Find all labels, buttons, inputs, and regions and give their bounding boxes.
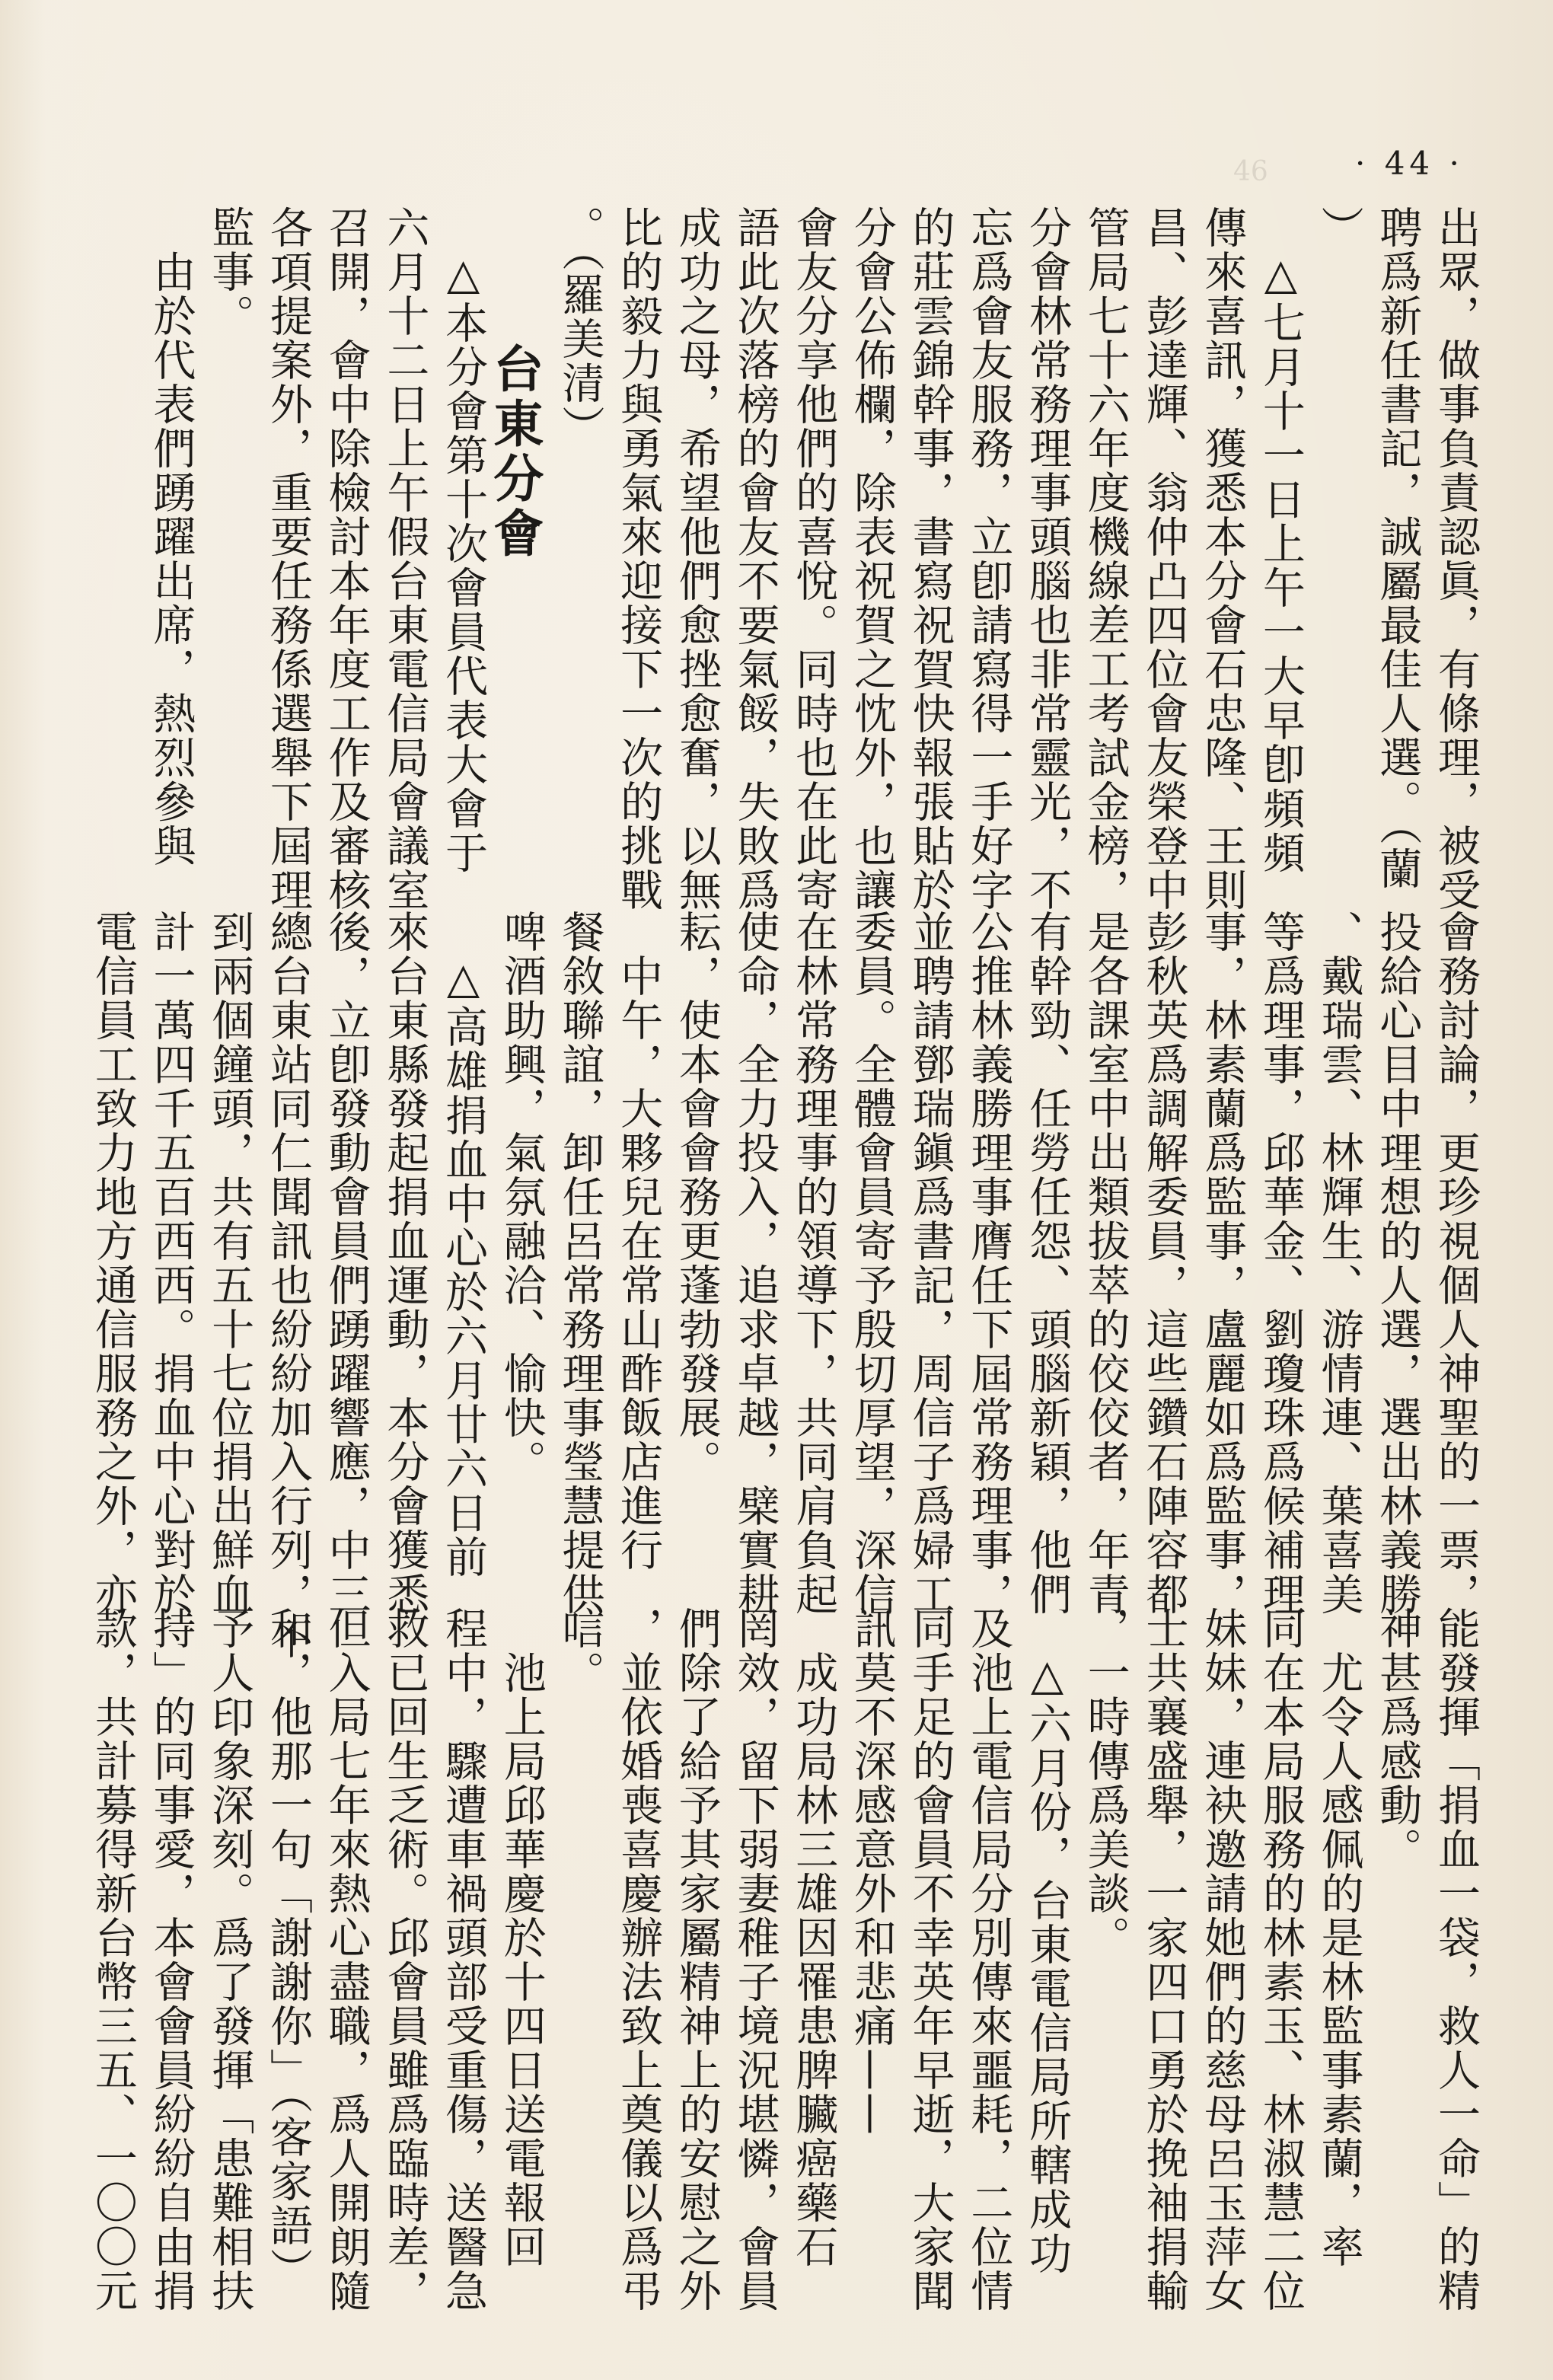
text-line: 使命，全力投入，追求卓越，檗實耕 bbox=[730, 910, 780, 1616]
text-line: 餐敘聯誼，卸任呂常務理事瑩慧提供 bbox=[555, 910, 605, 1616]
page-number: · 44 · bbox=[1355, 145, 1464, 182]
text-line: 款，共計募得新台幣三五、一〇〇元 bbox=[88, 1606, 138, 2313]
text-line: 來台東縣發起捐血運動，本分會獲悉 bbox=[380, 910, 430, 1616]
text-line: 尤令人感佩的是林監事素蘭，率 bbox=[1314, 1606, 1364, 2269]
text-line: 中午，大夥兒在常山酢飯店進行 bbox=[614, 910, 664, 1572]
text-line: 士共襄盛舉，一家四口勇於挽袖捐輸 bbox=[1139, 1606, 1189, 2313]
top-band-paragraph-after-heading bbox=[142, 206, 492, 912]
text-line: 成功局林三雄因罹患脾臟癌藥石 bbox=[789, 1606, 839, 2269]
top-band-paragraph bbox=[550, 206, 1484, 912]
text-line: △本分會第十次會員代表大會于 bbox=[438, 206, 489, 875]
text-line: 六月十二日上午假台東電信局會議室 bbox=[380, 206, 430, 912]
text-line: 神甚爲感動。 bbox=[1373, 1606, 1423, 1871]
text-line: 事，林素蘭爲監事，盧麗如爲監事， bbox=[1197, 910, 1248, 1616]
text-line: 召開，會中除檢討本年度工作及審核 bbox=[321, 206, 372, 912]
text-line: 罔效，留下弱妻稚子境況堪憐，會員 bbox=[730, 1606, 780, 2313]
text-line: △七月十一日上午一大早卽頻頻 bbox=[1255, 206, 1306, 875]
text-line: ，一時傳爲美談。 bbox=[1080, 1606, 1130, 1960]
bottom-band-paragraph bbox=[83, 1606, 1484, 2313]
text-line: ） bbox=[1314, 206, 1364, 250]
middle-band-paragraph bbox=[83, 910, 1484, 1661]
text-line: 委員。全體會員寄予殷切厚望，深信 bbox=[847, 910, 897, 1616]
text-line: ，並依婚喪喜慶辦法致上奠儀以爲弔 bbox=[614, 1606, 664, 2313]
text-line: 昌、彭達輝、翁仲凸四位會友榮登中 bbox=[1139, 206, 1189, 912]
text-line: 程中，驟遭車禍頭部受重傷，送醫急 bbox=[438, 1606, 489, 2313]
text-line: △六月份，台東電信局所轄成功 bbox=[1022, 1606, 1073, 2276]
text-line: 耘，使本會會務更蓬勃發展。 bbox=[671, 910, 722, 1484]
text-line: 、戴瑞雲、林輝生、游情連、葉喜美 bbox=[1314, 910, 1364, 1616]
text-line: 妹妹，連袂邀請她們的慈母呂玉萍女 bbox=[1197, 1606, 1248, 2313]
text-line: 和，他那一句「謝謝你」（客家語） bbox=[263, 1606, 313, 2292]
bleed-through-page-number: 46 bbox=[1233, 156, 1268, 187]
text-line: 予人印象深刻。爲了發揮「患難相扶 bbox=[205, 1606, 255, 2313]
text-line: 並聘請鄧瑞鎭爲書記，周信子爲婦工 bbox=[905, 910, 955, 1616]
text-line: 聘爲新任書記，誠屬最佳人選。（蘭 bbox=[1373, 206, 1423, 891]
text-line: 語此次落榜的會友不要氣餒，失敗爲 bbox=[730, 206, 780, 912]
text-line: 啤酒助興，氣氛融洽、愉快。 bbox=[496, 910, 547, 1484]
text-line: 在林常務理事的領導下，共同肩負起 bbox=[789, 910, 839, 1616]
section-heading-taitung-branch: 台東分會 bbox=[484, 343, 544, 562]
text-line: 及池上電信局分別傳來噩耗，二位情 bbox=[964, 1606, 1014, 2313]
text-line: 比的毅力與勇氣來迎接下一次的挑戰 bbox=[614, 206, 664, 912]
text-line: 彭秋英爲調解委員，這些鑽石陣容都 bbox=[1139, 910, 1189, 1616]
text-line: 後，立卽發動會員們踴躍響應，中三 bbox=[321, 910, 372, 1616]
text-line: 電信員工致力地方通信服務之外，亦 bbox=[88, 910, 138, 1616]
text-line: 有幹勁、任勞任怨、頭腦新穎，他們 bbox=[1022, 910, 1073, 1616]
text-line: 唁。 bbox=[555, 1606, 605, 1695]
text-line: 忘爲會友服務，立卽請寫得一手好字 bbox=[964, 206, 1014, 912]
text-line: 能發揮「捐血一袋，救人一命」的精 bbox=[1431, 1606, 1481, 2313]
text-line: 總台東站同仁聞訊也紛紛加入行列，不 bbox=[263, 910, 313, 1661]
text-line: 是各課室中出類拔萃的佼佼者，年青 bbox=[1080, 910, 1130, 1616]
bottom-text-band bbox=[83, 1606, 1484, 2313]
text-line: 們除了給予其家屬精神上的安慰之外 bbox=[671, 1606, 722, 2313]
text-line: 池上局邱華慶於十四日送電報回 bbox=[496, 1606, 547, 2269]
text-line: 各項提案外，重要任務係選舉下屆理 bbox=[263, 206, 313, 912]
text-line: △高雄捐血中心於六月廿六日前 bbox=[438, 910, 489, 1579]
text-line: 但入局七年來熱心盡職，爲人開朗隨 bbox=[321, 1606, 372, 2313]
text-line: 。（羅美清） bbox=[555, 206, 605, 449]
text-line: 的莊雲錦幹事，書寫祝賀快報張貼於 bbox=[905, 206, 955, 912]
text-line: 投給心目中理想的人選，選出林義勝 bbox=[1373, 910, 1423, 1616]
text-line: 到兩個鐘頭，共有五十七位捐出鮮血 bbox=[205, 910, 255, 1616]
top-text-band bbox=[142, 206, 1484, 912]
text-line: 計一萬四千五百西西。捐血中心對於 bbox=[146, 910, 196, 1616]
text-line: 訊莫不深感意外和悲痛—— bbox=[847, 1606, 897, 2136]
text-line: 監事。 bbox=[205, 206, 255, 338]
text-line: 會友分享他們的喜悅。同時也在此寄 bbox=[789, 206, 839, 912]
text-line: 持」的同事愛，本會會員紛紛自由捐 bbox=[146, 1606, 196, 2313]
text-line: 公推林義勝理事膺任下屆常務理事， bbox=[964, 910, 1014, 1616]
text-line: 同在本局服務的林素玉、林淑慧二位 bbox=[1255, 1606, 1306, 2313]
text-line: 分會公佈欄，除表祝賀之忱外，也讓 bbox=[847, 206, 897, 912]
text-line: 傳來喜訊，獲悉本分會石忠隆、王則 bbox=[1197, 206, 1248, 912]
text-line: 同手足的會員不幸英年早逝，大家聞 bbox=[905, 1606, 955, 2313]
text-line: 由於代表們踴躍出席，熱烈參與 bbox=[146, 206, 196, 868]
text-line: 救已回生乏術。邱會員雖爲臨時差， bbox=[380, 1606, 430, 2313]
text-line: 會務討論，更珍視個人神聖的一票， bbox=[1431, 910, 1481, 1616]
middle-text-band bbox=[83, 910, 1484, 1661]
text-line: 等爲理事，邱華金、劉瓊珠爲候補理 bbox=[1255, 910, 1306, 1616]
text-line: 出眾，做事負責認眞，有條理，被受 bbox=[1431, 206, 1481, 912]
text-line: 分會林常務理事頭腦也非常靈光，不 bbox=[1022, 206, 1073, 912]
text-line: 管局七十六年度機線差工考試金榜， bbox=[1080, 206, 1130, 912]
text-line: 成功之母，希望他們愈挫愈奮，以無 bbox=[671, 206, 722, 912]
